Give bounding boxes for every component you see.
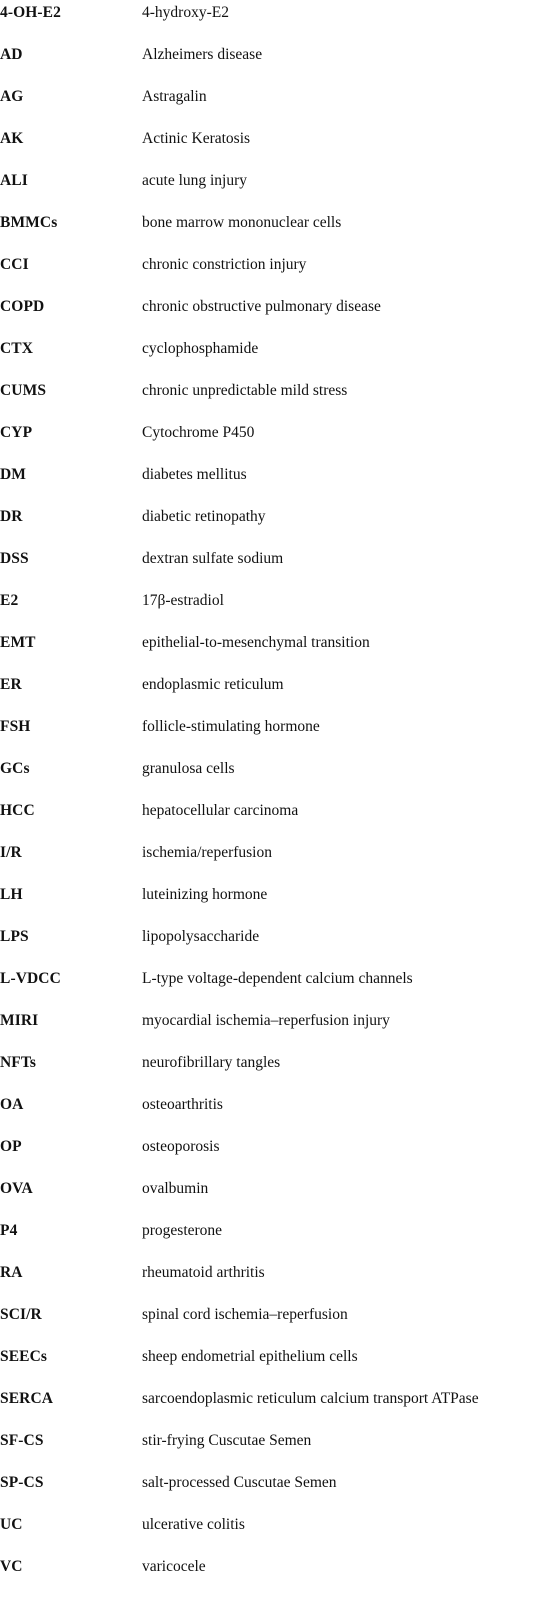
definition: Cytochrome P450 <box>142 424 255 441</box>
abbreviation-row <box>0 202 558 244</box>
abbreviation: RA <box>0 1264 23 1281</box>
abbreviation: DR <box>0 508 23 525</box>
definition: varicocele <box>142 1558 206 1575</box>
definition: 4-hydroxy-E2 <box>142 4 229 21</box>
abbreviation: UC <box>0 1516 23 1533</box>
abbreviation: I/R <box>0 844 22 861</box>
abbreviation-row <box>0 76 558 118</box>
definition: ulcerative colitis <box>142 1516 245 1533</box>
abbreviation-row <box>0 244 558 286</box>
abbreviation: MIRI <box>0 1012 39 1029</box>
abbreviation: FSH <box>0 718 31 735</box>
abbreviation-row <box>0 1126 558 1168</box>
definition: Alzheimers disease <box>142 46 263 63</box>
definition: ovalbumin <box>142 1180 209 1197</box>
definition: chronic constriction injury <box>142 256 307 273</box>
abbreviation-row <box>0 664 558 706</box>
abbreviation: NFTs <box>0 1054 37 1071</box>
definition: sheep endometrial epithelium cells <box>142 1348 358 1365</box>
abbreviation-row <box>0 538 558 580</box>
abbreviation: ALI <box>0 172 28 189</box>
abbreviation: AD <box>0 46 23 63</box>
abbreviation-row <box>0 0 558 34</box>
definition: osteoarthritis <box>142 1096 223 1113</box>
definition: neurofibrillary tangles <box>142 1054 281 1071</box>
definition: sarcoendoplasmic reticulum calcium transport ATPase <box>142 1390 479 1407</box>
abbreviation: SF-CS <box>0 1432 44 1449</box>
abbreviation-row <box>0 1210 558 1252</box>
abbreviation-row <box>0 496 558 538</box>
abbreviation: E2 <box>0 592 19 609</box>
abbreviation-row <box>0 370 558 412</box>
abbreviation: SEECs <box>0 1348 48 1365</box>
abbreviation: HCC <box>0 802 35 819</box>
definition: Astragalin <box>142 88 207 105</box>
abbreviation: CTX <box>0 340 34 357</box>
abbreviation-row <box>0 790 558 832</box>
abbreviation-row <box>0 412 558 454</box>
abbreviation-row <box>0 1042 558 1084</box>
definition: rheumatoid arthritis <box>142 1264 265 1281</box>
abbreviation-row <box>0 832 558 874</box>
abbreviation: SP-CS <box>0 1474 44 1491</box>
definition: L-type voltage-dependent calcium channels <box>142 970 413 987</box>
definition: granulosa cells <box>142 760 235 777</box>
abbreviation: OVA <box>0 1180 33 1197</box>
abbreviation-row <box>0 1420 558 1462</box>
definition: spinal cord ischemia–reperfusion <box>142 1306 348 1323</box>
definition: hepatocellular carcinoma <box>142 802 299 819</box>
definition: stir-frying Cuscutae Semen <box>142 1432 312 1449</box>
abbreviation-row <box>0 1084 558 1126</box>
definition: diabetic retinopathy <box>142 508 266 525</box>
definition: progesterone <box>142 1222 223 1239</box>
abbreviation: P4 <box>0 1222 18 1239</box>
definition: bone marrow mononuclear cells <box>142 214 342 231</box>
abbreviation-row <box>0 916 558 958</box>
abbreviation-row <box>0 1252 558 1294</box>
abbreviation-row <box>0 328 558 370</box>
abbreviation: 4-OH-E2 <box>0 4 61 21</box>
abbreviation-row <box>0 454 558 496</box>
abbreviation-row <box>0 1546 558 1588</box>
abbreviation-row <box>0 874 558 916</box>
abbreviation: OP <box>0 1138 22 1155</box>
abbreviation-row <box>0 1294 558 1336</box>
abbreviation-row <box>0 622 558 664</box>
definition: salt-processed Cuscutae Semen <box>142 1474 337 1491</box>
definition: cyclophosphamide <box>142 340 259 357</box>
abbreviation: GCs <box>0 760 30 777</box>
abbreviation: COPD <box>0 298 45 315</box>
abbreviation: LPS <box>0 928 29 945</box>
definition: follicle-stimulating hormone <box>142 718 320 735</box>
abbreviation: CCI <box>0 256 29 273</box>
abbreviation-row <box>0 118 558 160</box>
abbreviation-row <box>0 580 558 622</box>
abbreviation: EMT <box>0 634 36 651</box>
definition: osteoporosis <box>142 1138 220 1155</box>
definition: luteinizing hormone <box>142 886 268 903</box>
abbreviation: BMMCs <box>0 214 58 231</box>
definition: myocardial ischemia–reperfusion injury <box>142 1012 390 1029</box>
abbreviation-row <box>0 1378 558 1420</box>
abbreviation: LH <box>0 886 23 903</box>
abbreviation-row <box>0 706 558 748</box>
abbreviation-row <box>0 1000 558 1042</box>
definition: 17β-estradiol <box>142 592 224 609</box>
definition: Actinic Keratosis <box>142 130 251 147</box>
abbreviation-row <box>0 958 558 1000</box>
abbreviation-row <box>0 1462 558 1504</box>
definition: diabetes mellitus <box>142 466 247 483</box>
abbreviation-row <box>0 748 558 790</box>
abbreviation: VC <box>0 1558 23 1575</box>
abbreviation-row <box>0 160 558 202</box>
abbreviation: DSS <box>0 550 29 567</box>
abbreviation: ER <box>0 676 22 693</box>
definition: dextran sulfate sodium <box>142 550 284 567</box>
abbreviation-row <box>0 1336 558 1378</box>
abbreviation: L-VDCC <box>0 970 61 987</box>
abbreviation: AK <box>0 130 24 147</box>
abbreviation-row <box>0 1504 558 1546</box>
abbreviation: SERCA <box>0 1390 54 1407</box>
definition: epithelial-to-mesenchymal transition <box>142 634 370 651</box>
abbreviation: SCI/R <box>0 1306 42 1323</box>
definition: lipopolysaccharide <box>142 928 260 945</box>
abbreviation: OA <box>0 1096 24 1113</box>
abbreviation-row <box>0 1168 558 1210</box>
abbreviation: CUMS <box>0 382 47 399</box>
definition: chronic obstructive pulmonary disease <box>142 298 381 315</box>
definition: acute lung injury <box>142 172 248 189</box>
definition: endoplasmic reticulum <box>142 676 284 693</box>
abbreviation: CYP <box>0 424 33 441</box>
abbreviation: AG <box>0 88 24 105</box>
definition: chronic unpredictable mild stress <box>142 382 348 399</box>
abbreviation-row <box>0 286 558 328</box>
definition: ischemia/reperfusion <box>142 844 272 861</box>
abbreviation-row <box>0 34 558 76</box>
abbreviation: DM <box>0 466 27 483</box>
